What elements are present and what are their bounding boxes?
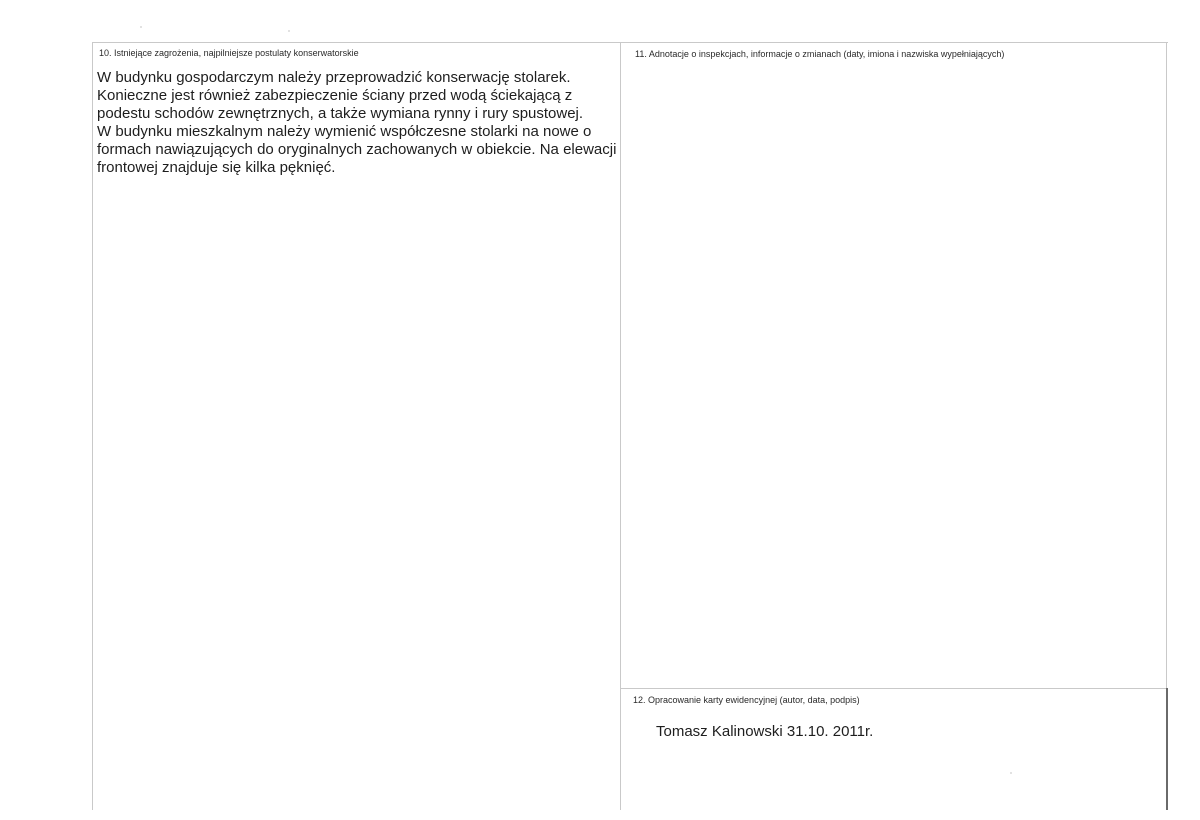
section-10-paragraph-2: W budynku mieszkalnym należy wymienić współczesne stolarki na nowe o formach nawiązujących do oryginalnych zachowanych w obiekcie. Na elewacji frontowej znajduje się kilka pęknięć.	[97, 123, 617, 176]
scan-speck	[288, 30, 290, 32]
top-border-line-left	[92, 42, 620, 43]
scan-speck	[140, 26, 142, 28]
section-10-text	[97, 69, 622, 177]
section-10-paragraph-1: W budynku gospodarczym należy przeprowadzić konserwację stolarek. Konieczne jest również zabezpieczenie ściany przed wodą ściekającą z podestu schodów zewnętrznych, a także wymiana rynny i rury spustowej.	[97, 69, 584, 122]
section-12-top-line	[620, 688, 1166, 689]
top-border-line-right	[620, 42, 1168, 43]
section-12-right-line	[1166, 688, 1168, 810]
left-border-line	[92, 42, 93, 810]
scan-speck	[1010, 772, 1012, 774]
section-12-label: 12. Opracowanie karty ewidencyjnej (autor, data, podpis)	[633, 695, 860, 705]
section-10-label: 10. Istniejące zagrożenia, najpilniejsze postulaty konserwatorskie	[99, 48, 359, 58]
section-12-author-date: Tomasz Kalinowski 31.10. 2011r.	[656, 723, 874, 740]
right-border-line	[1166, 42, 1167, 688]
section-11-label: 11. Adnotacje o inspekcjach, informacje o zmianach (daty, imiona i nazwiska wypełniających)	[635, 49, 1005, 59]
